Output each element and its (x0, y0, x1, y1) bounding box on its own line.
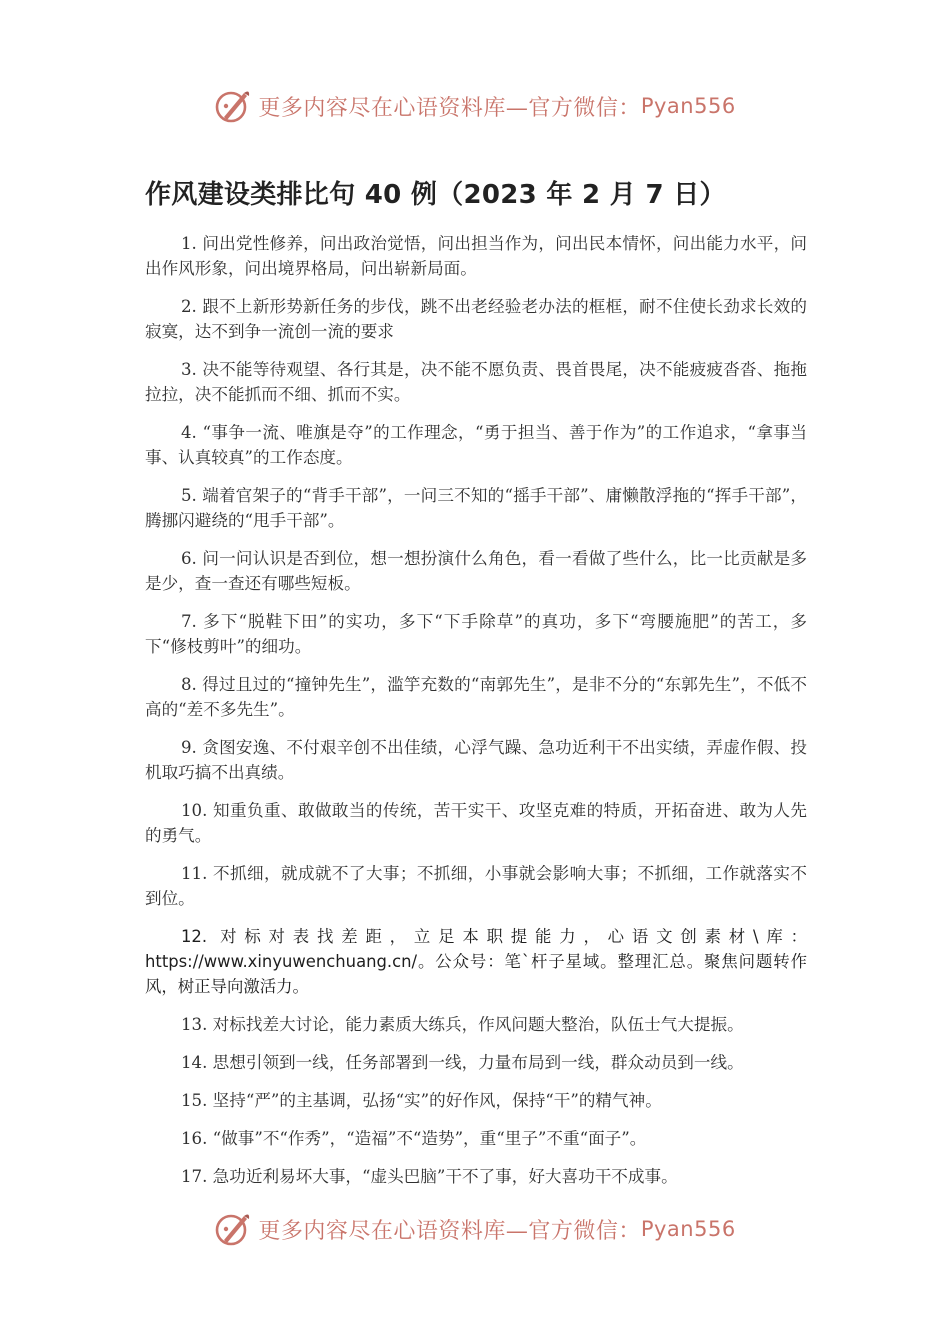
paragraph-1: 1. 问出党性修养，问出政治觉悟，问出担当作为，问出民本情怀，问出能力水平，问出作风形象，问出境界格局，问出崭新局面。 (145, 234, 807, 278)
paragraph-14: 14. 思想引领到一线，任务部署到一线，力量布局到一线，群众动员到一线。 (181, 1053, 744, 1072)
paragraph-10: 10. 知重负重、敢做敢当的传统，苦干实干、攻坚克难的特质，开拓奋进、敢为人先的勇气。 (145, 801, 807, 845)
paragraph-8: 8. 得过且过的“撞钟先生”，滥竽充数的“南郭先生”，是非不分的“东郭先生”，不低不高的“差不多先生”。 (145, 675, 807, 719)
document-body (145, 231, 807, 1202)
paragraph-2: 2. 跟不上新形势新任务的步伐，跳不出老经验老办法的框框，耐不住使长劲求长效的寂寞，达不到争一流创一流的要求 (145, 297, 807, 341)
paragraph-5: 5. 端着官架子的“背手干部”，一问三不知的“摇手干部”、庸懒散浮拖的“挥手干部”，腾挪闪避绕的“甩手干部”。 (145, 486, 807, 530)
header-banner (0, 84, 950, 128)
paragraph-13: 13. 对标找差大讨论，能力素质大练兵，作风问题大整治，队伍士气大提振。 (181, 1015, 744, 1034)
banner-wechat-id: Pyan556 (640, 1217, 736, 1241)
banner-wechat-id: Pyan556 (640, 94, 736, 118)
paragraph-4: 4. “事争一流、唯旗是夺”的工作理念，“勇于担当、善于作为”的工作追求，“拿事当事、认真较真”的工作态度。 (145, 423, 807, 467)
paragraph-11: 11. 不抓细，就成就不了大事；不抓细，小事就会影响大事；不抓细，工作就落实不到位。 (145, 864, 807, 908)
paragraph-17: 17. 急功近利易坏大事，“虚头巴脑”干不了事，好大喜功干不成事。 (181, 1167, 678, 1186)
quill-pen-icon (214, 1210, 252, 1248)
paragraph-3: 3. 决不能等待观望、各行其是，决不能不愿负责、畏首畏尾，决不能疲疲沓沓、拖拖拉拉，决不能抓而不细、抓而不实。 (145, 360, 807, 404)
quill-pen-icon (214, 87, 252, 125)
footer-banner (0, 1207, 950, 1251)
paragraph-12: 12. 对标对表找差距，立足本职提能力，心语文创素材\库：https://www.xinyuwenchuang.cn/。公众号：笔`杆子星域。整理汇总。聚焦问题转作风，树正导向激活力。 (145, 927, 807, 996)
paragraph-15: 15. 坚持“严”的主基调，弘扬“实”的好作风，保持“干”的精气神。 (181, 1091, 662, 1110)
document-title: 作风建设类排比句 40 例（2023 年 2 月 7 日） (145, 180, 726, 210)
banner-text: 更多内容尽在心语资料库—官方微信： (258, 95, 641, 121)
paragraph-7: 7. 多下“脱鞋下田”的实功，多下“下手除草”的真功，多下“弯腰施肥”的苦工，多下“修枝剪叶”的细功。 (145, 612, 807, 656)
paragraph-16: 16. “做事”不“作秀”，“造福”不“造势”，重“里子”不重“面子”。 (181, 1129, 647, 1148)
paragraph-9: 9. 贪图安逸、不付艰辛创不出佳绩，心浮气躁、急功近利干不出实绩，弄虚作假、投机取巧搞不出真绩。 (145, 738, 807, 782)
banner-text: 更多内容尽在心语资料库—官方微信： (258, 1218, 641, 1244)
paragraph-6: 6. 问一问认识是否到位，想一想扮演什么角色，看一看做了些什么，比一比贡献是多是少，查一查还有哪些短板。 (145, 549, 807, 593)
